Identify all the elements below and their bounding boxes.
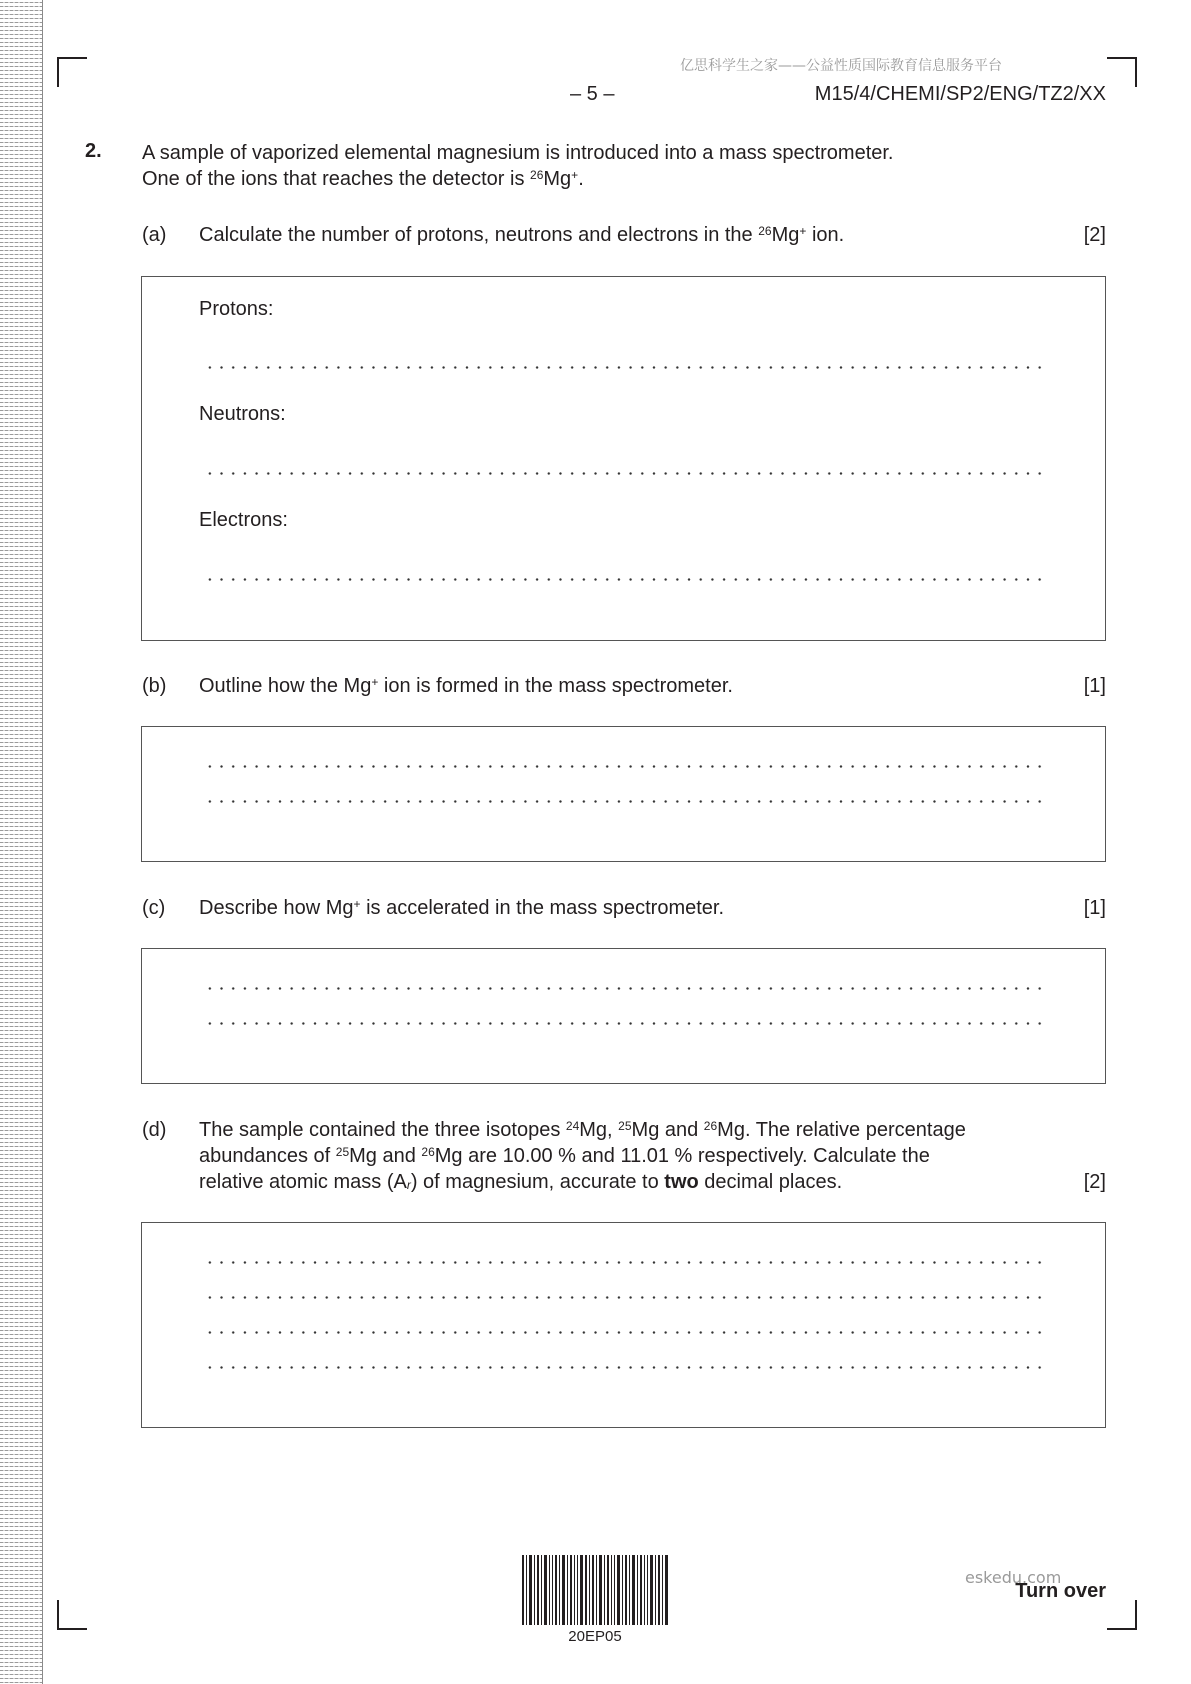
barcode — [522, 1555, 668, 1625]
part-d-answer-box[interactable] — [141, 1222, 1106, 1428]
part-d-label: (d) — [142, 1119, 167, 1141]
paper-code: M15/4/CHEMI/SP2/ENG/TZ2/XX — [814, 83, 1106, 105]
neutrons-answer-line[interactable] — [204, 472, 1044, 475]
binding-margin — [0, 0, 43, 1684]
footer-watermark: eskedu.com — [965, 1568, 1062, 1587]
turn-over-text: Turn over — [1015, 1580, 1106, 1602]
electrons-label: Electrons: — [199, 509, 288, 531]
answer-line[interactable] — [204, 1296, 1044, 1299]
stem-line-2: One of the ions that reaches the detector is $^{26}$Mg+. — [142, 168, 584, 190]
page-number: – 5 – — [570, 83, 615, 105]
answer-line[interactable] — [204, 1022, 1044, 1025]
answer-line[interactable] — [204, 1366, 1044, 1369]
part-a-label: (a) — [142, 224, 167, 246]
crop-mark-bottom-right — [1107, 1600, 1137, 1630]
part-b-label: (b) — [142, 675, 167, 697]
part-d-line-2: abundances of $^{25}$Mg and $^{26}$Mg are 10.00 % and 11.01 % respectively. Calculate the — [199, 1145, 930, 1167]
barcode-text: 20EP05 — [568, 1628, 622, 1645]
part-d-marks: [2] — [1083, 1171, 1106, 1193]
answer-line[interactable] — [204, 765, 1044, 768]
answer-line[interactable] — [204, 1261, 1044, 1264]
question-stem — [142, 140, 1042, 192]
part-a-answer-box[interactable] — [141, 276, 1106, 641]
part-b-text: Outline how the Mg+ ion is formed in the mass spectrometer. — [199, 675, 733, 697]
part-d-text — [199, 1117, 1059, 1195]
part-c-marks: [1] — [1083, 897, 1106, 919]
answer-line[interactable] — [204, 1331, 1044, 1334]
part-d-line-3: relative atomic mass $(A_r)$ of magnesium, accurate to two decimal places. — [199, 1171, 843, 1193]
crop-mark-top-right — [1107, 57, 1137, 87]
part-a-marks: [2] — [1083, 224, 1106, 246]
electrons-answer-line[interactable] — [204, 578, 1044, 581]
crop-mark-top-left — [57, 57, 87, 87]
part-a-text: Calculate the number of protons, neutrons and electrons in the $^{26}$Mg+ ion. — [199, 224, 845, 246]
part-c-answer-box[interactable] — [141, 948, 1106, 1084]
protons-answer-line[interactable] — [204, 366, 1044, 369]
neutrons-label: Neutrons: — [199, 403, 286, 425]
header-watermark: 亿思科学生之家——公益性质国际教育信息服务平台 — [680, 58, 1002, 74]
question-number: 2. — [85, 140, 102, 162]
part-c-label: (c) — [142, 897, 166, 919]
stem-line-1: A sample of vaporized elemental magnesium is introduced into a mass spectrometer. — [142, 142, 894, 164]
part-d-prompt — [0, 1117, 1191, 1197]
part-d-line-1: The sample contained the three isotopes $^{24}$Mg, $^{25}$Mg and $^{26}$Mg. The relative percentage — [199, 1119, 966, 1141]
part-c-text: Describe how Mg+ is accelerated in the mass spectrometer. — [199, 897, 725, 919]
protons-label: Protons: — [199, 298, 274, 320]
answer-line[interactable] — [204, 987, 1044, 990]
crop-mark-bottom-left — [57, 1600, 87, 1630]
answer-line[interactable] — [204, 800, 1044, 803]
part-b-marks: [1] — [1083, 675, 1106, 697]
part-b-answer-box[interactable] — [141, 726, 1106, 862]
